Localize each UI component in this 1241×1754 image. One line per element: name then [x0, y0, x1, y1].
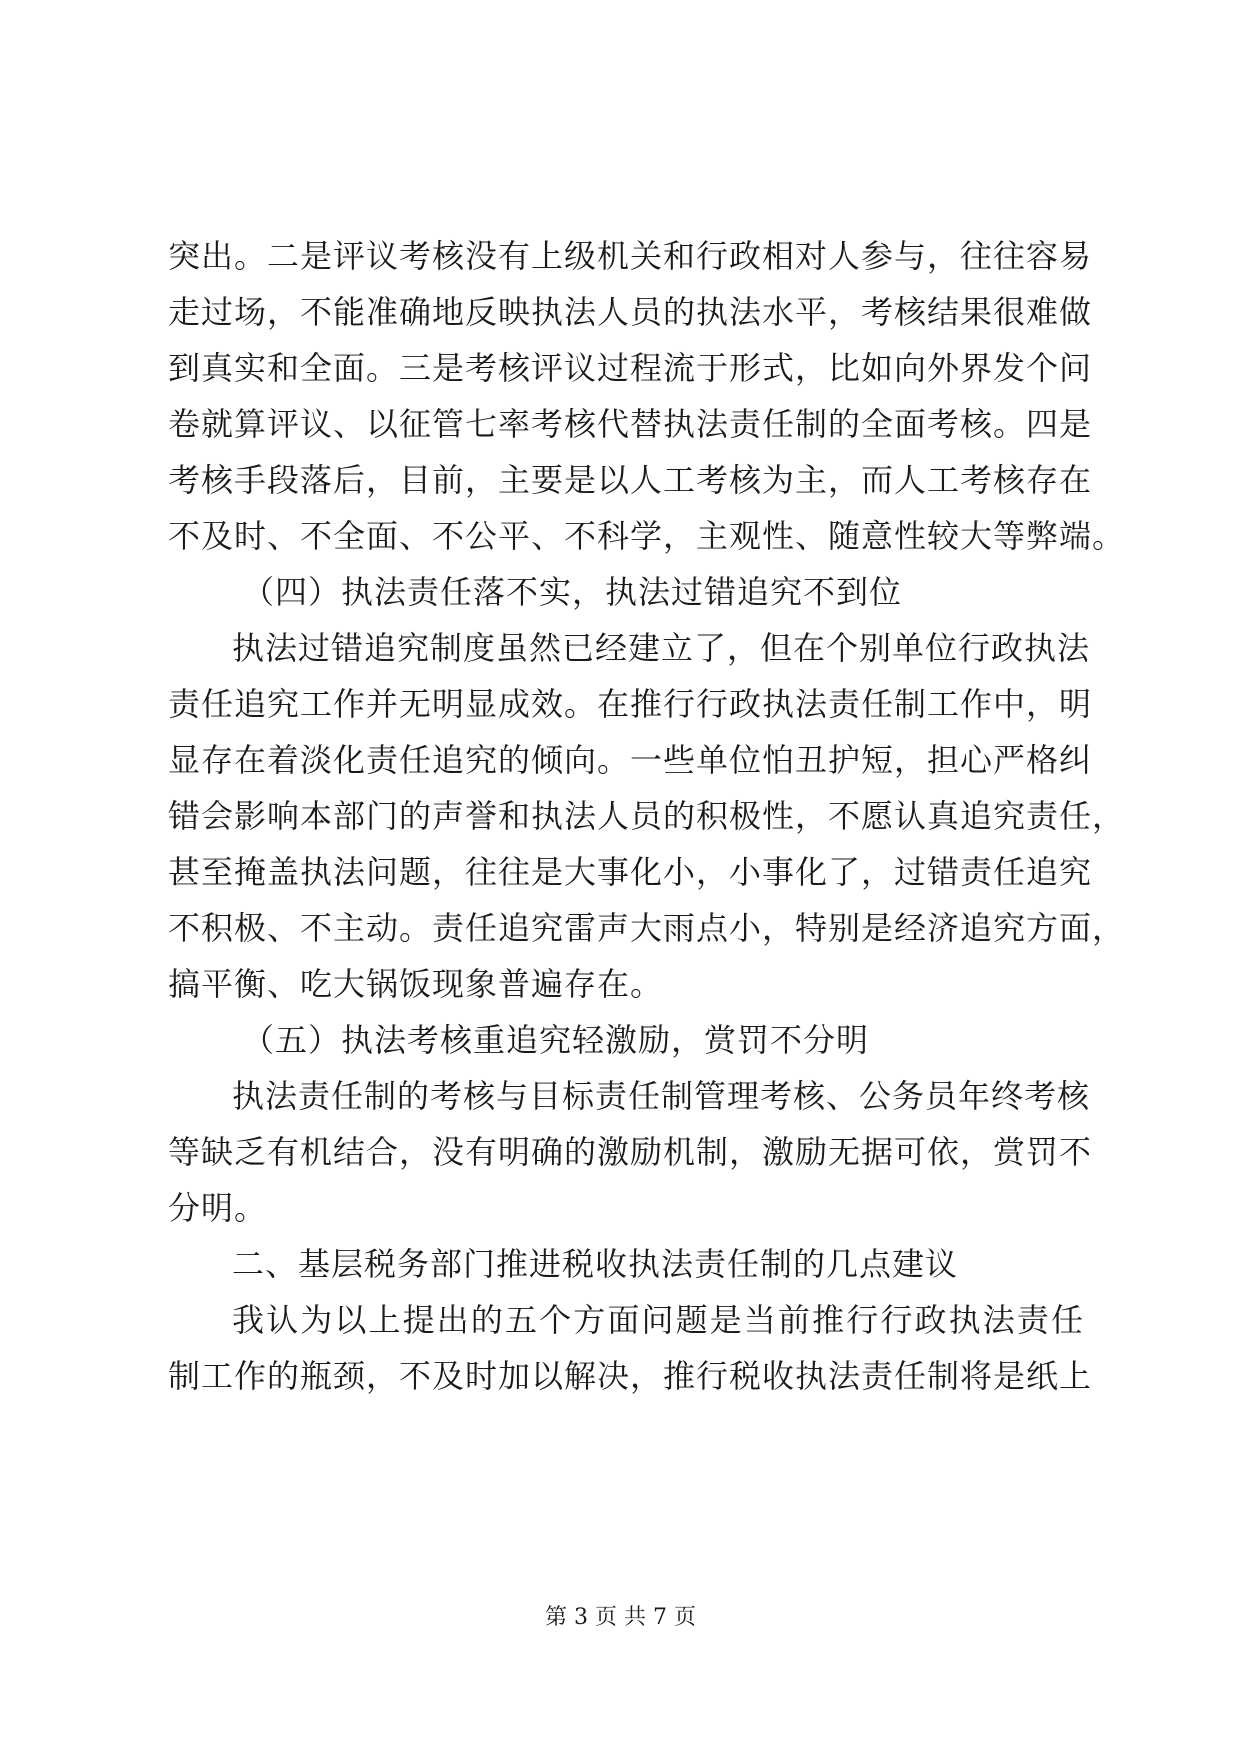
- body-line: 卷就算评议、以征管七率考核代替执法责任制的全面考核。四是: [168, 405, 1093, 443]
- body-line: 显存在着淡化责任追究的倾向。一些单位怕丑护短，担心严格纠: [168, 741, 1093, 779]
- body-line: 错会影响本部门的声誉和执法人员的积极性，不愿认真追究责任，: [168, 797, 1126, 835]
- body-line: 不及时、不全面、不公平、不科学，主观性、随意性较大等弊端。: [168, 517, 1126, 555]
- chapter-heading: 二、基层税务部门推进税收执法责任制的几点建议: [232, 1245, 959, 1283]
- body-line: 考核手段落后，目前，主要是以人工考核为主，而人工考核存在: [168, 461, 1093, 499]
- body-line: 执法责任制的考核与目标责任制管理考核、公务员年终考核: [232, 1077, 1091, 1115]
- body-line: 责任追究工作并无明显成效。在推行行政执法责任制工作中，明: [168, 685, 1093, 723]
- body-line: 甚至掩盖执法问题，往往是大事化小，小事化了，过错责任追究: [168, 853, 1093, 891]
- body-line: 等缺乏有机结合，没有明确的激励机制，激励无据可依，赏罚不: [168, 1133, 1093, 1171]
- body-line: 分明。: [168, 1189, 268, 1227]
- body-line: 我认为以上提出的五个方面问题是当前推行行政执法责任: [232, 1301, 1084, 1339]
- section-heading: （五）执法考核重追究轻激励，赏罚不分明: [242, 1021, 870, 1059]
- body-line: 走过场，不能准确地反映执法人员的执法水平，考核结果很难做: [168, 293, 1093, 331]
- body-line: 制工作的瓶颈，不及时加以解决，推行税收执法责任制将是纸上: [168, 1357, 1093, 1395]
- section-heading: （四）执法责任落不实，执法过错追究不到位: [242, 573, 903, 611]
- body-line: 不积极、不主动。责任追究雷声大雨点小，特别是经济追究方面，: [168, 909, 1126, 947]
- body-line: 突出。二是评议考核没有上级机关和行政相对人参与，往往容易: [168, 237, 1093, 275]
- page-number-footer: 第 3 页 共 7 页: [545, 1605, 696, 1630]
- body-line: 到真实和全面。三是考核评议过程流于形式，比如向外界发个问: [168, 349, 1093, 387]
- body-line: 搞平衡、吃大锅饭现象普遍存在。: [168, 965, 664, 1003]
- body-line: 执法过错追究制度虽然已经建立了，但在个别单位行政执法: [232, 629, 1091, 667]
